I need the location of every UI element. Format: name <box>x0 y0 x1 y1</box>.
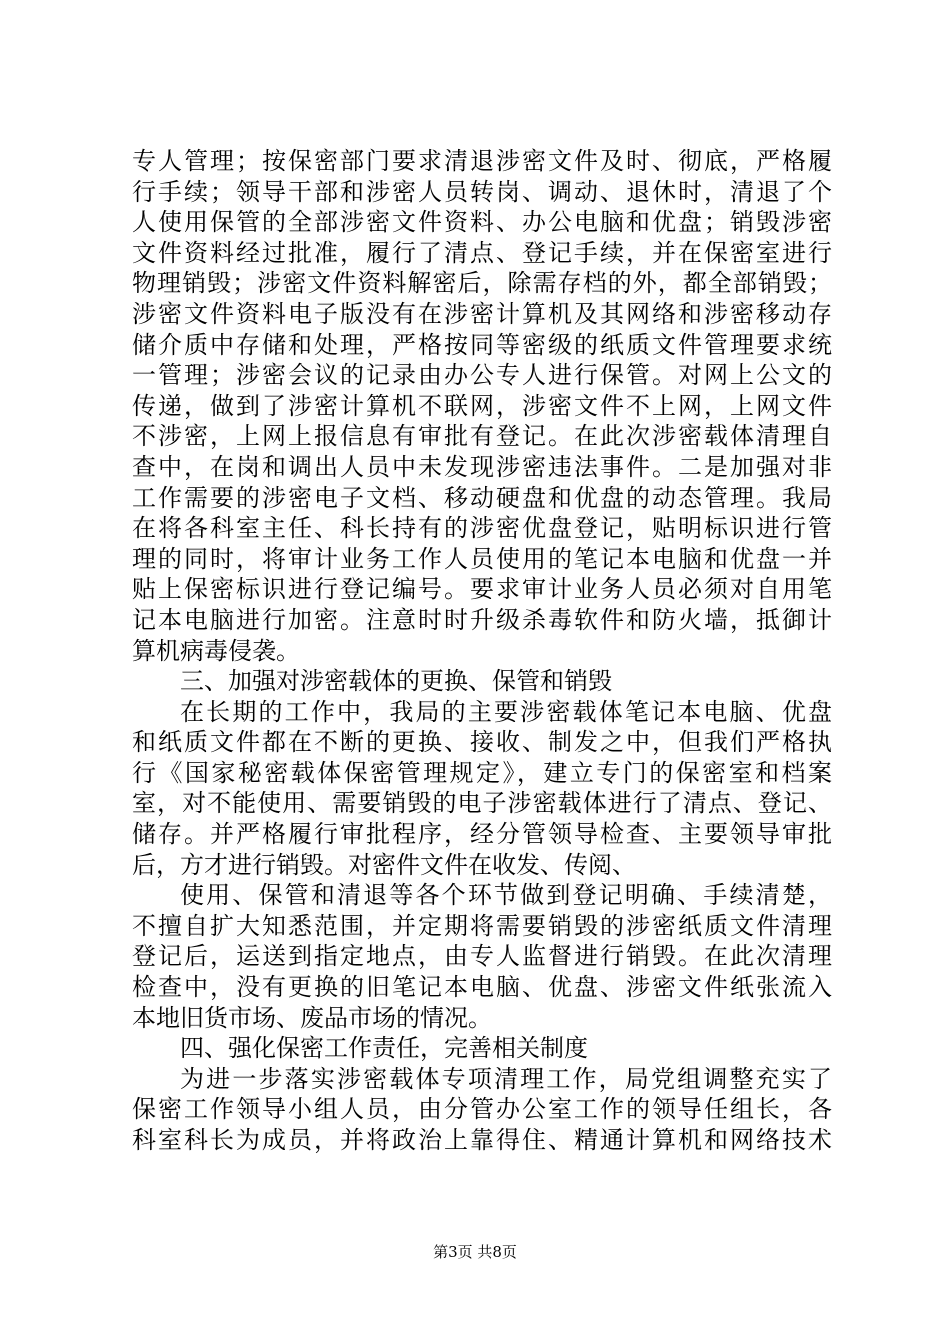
text-line: 储存。并严格履行审批程序，经分管领导检查、主要领导审批 <box>132 820 832 849</box>
text-line: 记本电脑进行加密。注意时时升级杀毒软件和防火墙，抵御计 <box>132 605 832 634</box>
text-line: 算机病毒侵袭。 <box>132 636 300 665</box>
text-line: 科室科长为成员，并将政治上靠得住、精通计算机和网络技术 <box>132 1126 832 1154</box>
document-body <box>132 146 832 1156</box>
text-line: 理的同时，将审计业务工作人员使用的笔记本电脑和优盘一并 <box>132 544 832 573</box>
text-line: 查中，在岗和调出人员中未发现涉密违法事件。二是加强对非 <box>132 452 832 481</box>
text-line: 检查中，没有更换的旧笔记本电脑、优盘、涉密文件纸张流入 <box>132 973 832 1002</box>
text-line: 不涉密，上网上报信息有审批有登记。在此次涉密载体清理自 <box>132 422 832 451</box>
text-line: 人使用保管的全部涉密文件资料、办公电脑和优盘；销毁涉密 <box>132 208 832 237</box>
text-line: 涉密文件资料电子版没有在涉密计算机及其网络和涉密移动存 <box>132 299 832 328</box>
text-line: 物理销毁；涉密文件资料解密后，除需存档的外，都全部销毁； <box>132 269 832 298</box>
text-line: 在长期的工作中，我局的主要涉密载体笔记本电脑、优盘 <box>180 697 832 726</box>
text-line: 和纸质文件都在不断的更换、接收、制发之中，但我们严格执 <box>132 728 832 757</box>
text-line: 登记后，运送到指定地点，由专人监督进行销毁。在此次清理 <box>132 942 832 971</box>
text-line: 行《国家秘密载体保密管理规定》，建立专门的保密室和档案 <box>132 758 832 787</box>
text-line: 使用、保管和清退等各个环节做到登记明确、手续清楚， <box>180 881 832 910</box>
page-footer: 第3页 共8页 <box>433 1243 517 1261</box>
text-line: 传递，做到了涉密计算机不联网，涉密文件不上网，上网文件 <box>132 391 832 420</box>
text-line: 保密工作领导小组人员，由分管办公室工作的领导任组长，各 <box>132 1095 832 1124</box>
text-line: 本地旧货市场、废品市场的情况。 <box>132 1003 492 1032</box>
text-line: 贴上保密标识进行登记编号。要求审计业务人员必须对自用笔 <box>132 575 832 604</box>
text-line: 行手续；领导干部和涉密人员转岗、调动、退休时，清退了个 <box>132 177 832 206</box>
text-line: 文件资料经过批准，履行了清点、登记手续，并在保密室进行 <box>132 238 832 267</box>
text-line: 不擅自扩大知悉范围，并定期将需要销毁的涉密纸质文件清理 <box>132 911 832 940</box>
text-line: 后，方才进行销毁。对密件文件在收发、传阅、 <box>132 850 636 879</box>
text-line: 专人管理；按保密部门要求清退涉密文件及时、彻底，严格履 <box>132 147 832 175</box>
section-heading: 三、加强对涉密载体的更换、保管和销毁 <box>180 667 612 696</box>
text-line: 储介质中存储和处理，严格按同等密级的纸质文件管理要求统 <box>132 330 832 359</box>
text-line: 在将各科室主任、科长持有的涉密优盘登记，贴明标识进行管 <box>132 514 832 543</box>
text-line: 工作需要的涉密电子文档、移动硬盘和优盘的动态管理。我局 <box>132 483 832 512</box>
text-line: 室，对不能使用、需要销毁的电子涉密载体进行了清点、登记、 <box>132 789 832 818</box>
text-line: 一管理；涉密会议的记录由办公专人进行保管。对网上公文的 <box>132 361 832 390</box>
text-line: 为进一步落实涉密载体专项清理工作，局党组调整充实了 <box>180 1064 832 1093</box>
section-heading: 四、强化保密工作责任，完善相关制度 <box>180 1034 588 1063</box>
